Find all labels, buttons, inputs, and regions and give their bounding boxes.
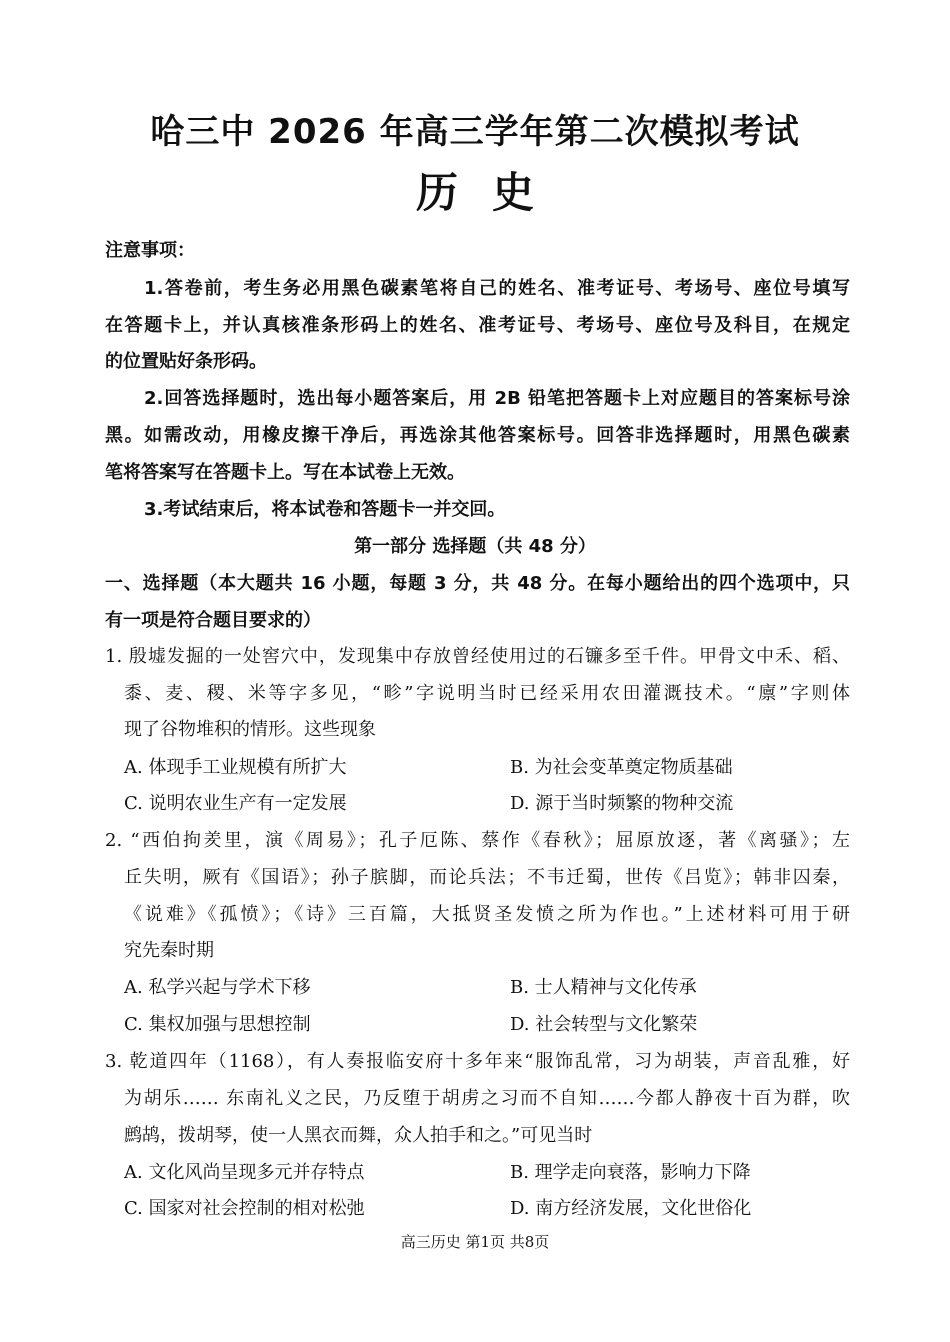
question-2-option-a: A. 私学兴起与学术下移 — [124, 977, 311, 998]
question-1-stem: 黍、麦、稷、米等字多见，“畛”字说明当时已经采用农田灌溉技术。“廪”字则体 — [124, 683, 850, 704]
question-3-option-b: B. 理学走向衰落，影响力下降 — [510, 1162, 751, 1183]
notice-line: 在答题卡上，并认真核准条形码上的姓名、准考证号、考场号、座位号及科目，在规定 — [105, 315, 850, 336]
notice-line: 1.答卷前，考生务必用黑色碳素笔将自己的姓名、准考证号、考场号、座位号填写 — [144, 278, 850, 299]
question-1-option-b: B. 为社会变革奠定物质基础 — [510, 757, 733, 778]
question-3-stem: 鹧鸪，拨胡琴，使一人黑衣而舞，众人拍手和之。”可见当时 — [124, 1125, 593, 1146]
question-2-stem: 究先秦时期 — [124, 940, 214, 961]
notice-line: 2.回答选择题时，选出每小题答案后，用 2B 铅笔把答题卡上对应题目的答案标号涂 — [144, 388, 850, 409]
question-3-option-c: C. 国家对社会控制的相对松弛 — [124, 1198, 365, 1219]
question-2-stem: 2. “西伯拘羑里，演《周易》；孔子厄陈、蔡作《春秋》；屈原放逐，著《离骚》；左 — [105, 830, 850, 851]
question-2-option-b: B. 士人精神与文化传承 — [510, 977, 697, 998]
question-1-option-a: A. 体现手工业规模有所扩大 — [124, 757, 347, 778]
exam-title: 哈三中 2026 年高三学年第二次模拟考试 — [150, 112, 800, 152]
question-2-stem: 《说难》《孤愤》；《诗》三百篇，大抵贤圣发愤之所为作也。”上述材料可用于研 — [124, 904, 850, 925]
notice-line: 黑。如需改动，用橡皮擦干净后，再选涂其他答案标号。回答非选择题时，用黑色碳素 — [105, 425, 850, 446]
subject-text: 历史 — [415, 168, 568, 217]
section-instruction: 一、选择题（本大题共 16 小题，每题 3 分，共 48 分。在每小题给出的四个选项中，只 — [105, 573, 850, 594]
question-3-stem: 3. 乾道四年（1168），有人奏报临安府十多年来“服饰乱常，习为胡装，声音乱雅，好 — [105, 1051, 850, 1072]
question-2-stem: 丘失明，厥有《国语》；孙子膑脚，而论兵法；不韦迁蜀，世传《吕览》；韩非囚秦， — [124, 867, 850, 888]
question-2-option-d: D. 社会转型与文化繁荣 — [510, 1014, 698, 1035]
subject-title — [0, 160, 950, 220]
question-3-option-a: A. 文化风尚呈现多元并存特点 — [124, 1162, 365, 1183]
question-1-option-c: C. 说明农业生产有一定发展 — [124, 793, 347, 814]
question-3-option-d: D. 南方经济发展，文化世俗化 — [510, 1198, 752, 1219]
notice-line: 笔将答案写在答题卡上。写在本试卷上无效。 — [105, 462, 465, 483]
notice-line: 3.考试结束后，将本试卷和答题卡一并交回。 — [144, 499, 506, 520]
notice-heading: 注意事项： — [105, 240, 195, 261]
page-footer: 高三历史 第1页 共8页 — [400, 1233, 550, 1251]
part-title: 第一部分 选择题（共 48 分） — [354, 536, 596, 557]
question-3-stem: 为胡乐…… 东南礼义之民，乃反堕于胡虏之习而不自知……今都人静夜十百为群，吹 — [124, 1088, 850, 1109]
question-1-option-d: D. 源于当时频繁的物种交流 — [510, 793, 734, 814]
question-1-stem: 1. 殷墟发掘的一处窖穴中，发现集中存放曾经使用过的石镰多至千件。甲骨文中禾、稻、 — [105, 646, 850, 667]
notice-line: 的位置贴好条形码。 — [105, 351, 267, 372]
question-1-stem: 现了谷物堆积的情形。这些现象 — [124, 719, 376, 740]
question-2-option-c: C. 集权加强与思想控制 — [124, 1014, 311, 1035]
section-instruction: 有一项是符合题目要求的） — [105, 610, 321, 631]
